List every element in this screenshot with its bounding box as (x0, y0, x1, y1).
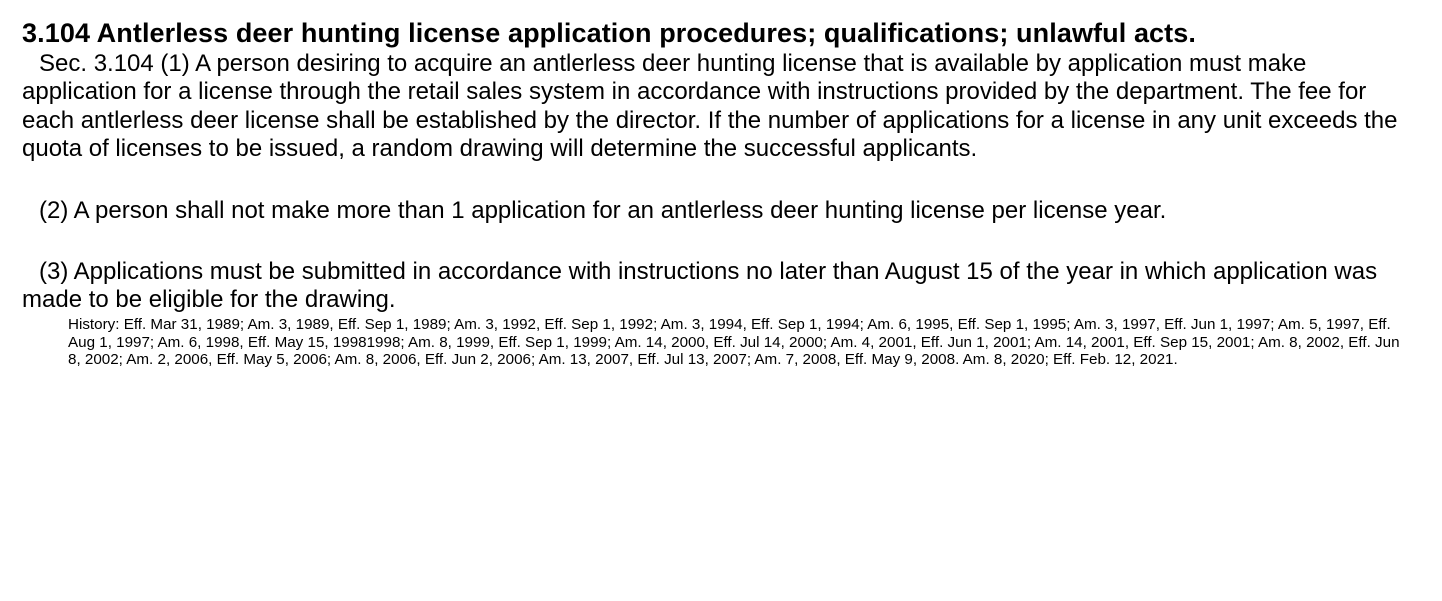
document-page (22, 18, 1422, 369)
paragraph-2-text: (2) A person shall not make more than 1 application for an antlerless deer hunting license per license year. (39, 196, 1167, 224)
paragraph-1-text: Sec. 3.104 (1) A person desiring to acquire an antlerless deer hunting license that is available by application must make application for a license through the retail sales system in accordance with instructions provided by the department. The fee for each antlerless deer license shall be established by the director. If the number of applications for a license in any unit exceeds the quota of licenses to be issued, a random drawing will determine the successful applicants. (22, 50, 1398, 163)
history-note: History: Eff. Mar 31, 1989; Am. 3, 1989, Eff. Sep 1, 1989; Am. 3, 1992, Eff. Sep 1, 1992; Am. 3, 1994, Eff. Sep 1, 1994; Am. 6, 1995, Eff. Sep 1, 1995; Am. 3, 1997, Eff. Jun 1, 1997; Am. 5, 1997, Eff. Aug 1, 1997; Am. 6, 1998, Eff. May 15, 19981998; Am. 8, 1999, Eff. Sep 1, 1999; Am. 14, 2000, Eff. Jul 14, 2000; Am. 4, 2001, Eff. Jun 1, 2001; Am. 14, 2001, Eff. Sep 15, 2001; Am. 8, 2002, Eff. Jun 8, 2002; Am. 2, 2006, Eff. May 5, 2006; Am. 8, 2006, Eff. Jun 2, 2006; Am. 13, 2007, Eff. Jul 13, 2007; Am. 7, 2008, Eff. May 9, 2008. Am. 8, 2020; Eff. Feb. 12, 2021. (68, 315, 1400, 369)
paragraph-3 (22, 258, 1422, 315)
paragraph-3-text: (3) Applications must be submitted in accordance with instructions no later than August 15 of the year in which application was made to be eligible for the drawing. (22, 258, 1378, 314)
paragraph-1 (22, 50, 1422, 164)
paragraph-2 (22, 197, 1422, 225)
section-title: 3.104 Antlerless deer hunting license application procedures; qualifications; unlawful acts. (22, 18, 1196, 48)
